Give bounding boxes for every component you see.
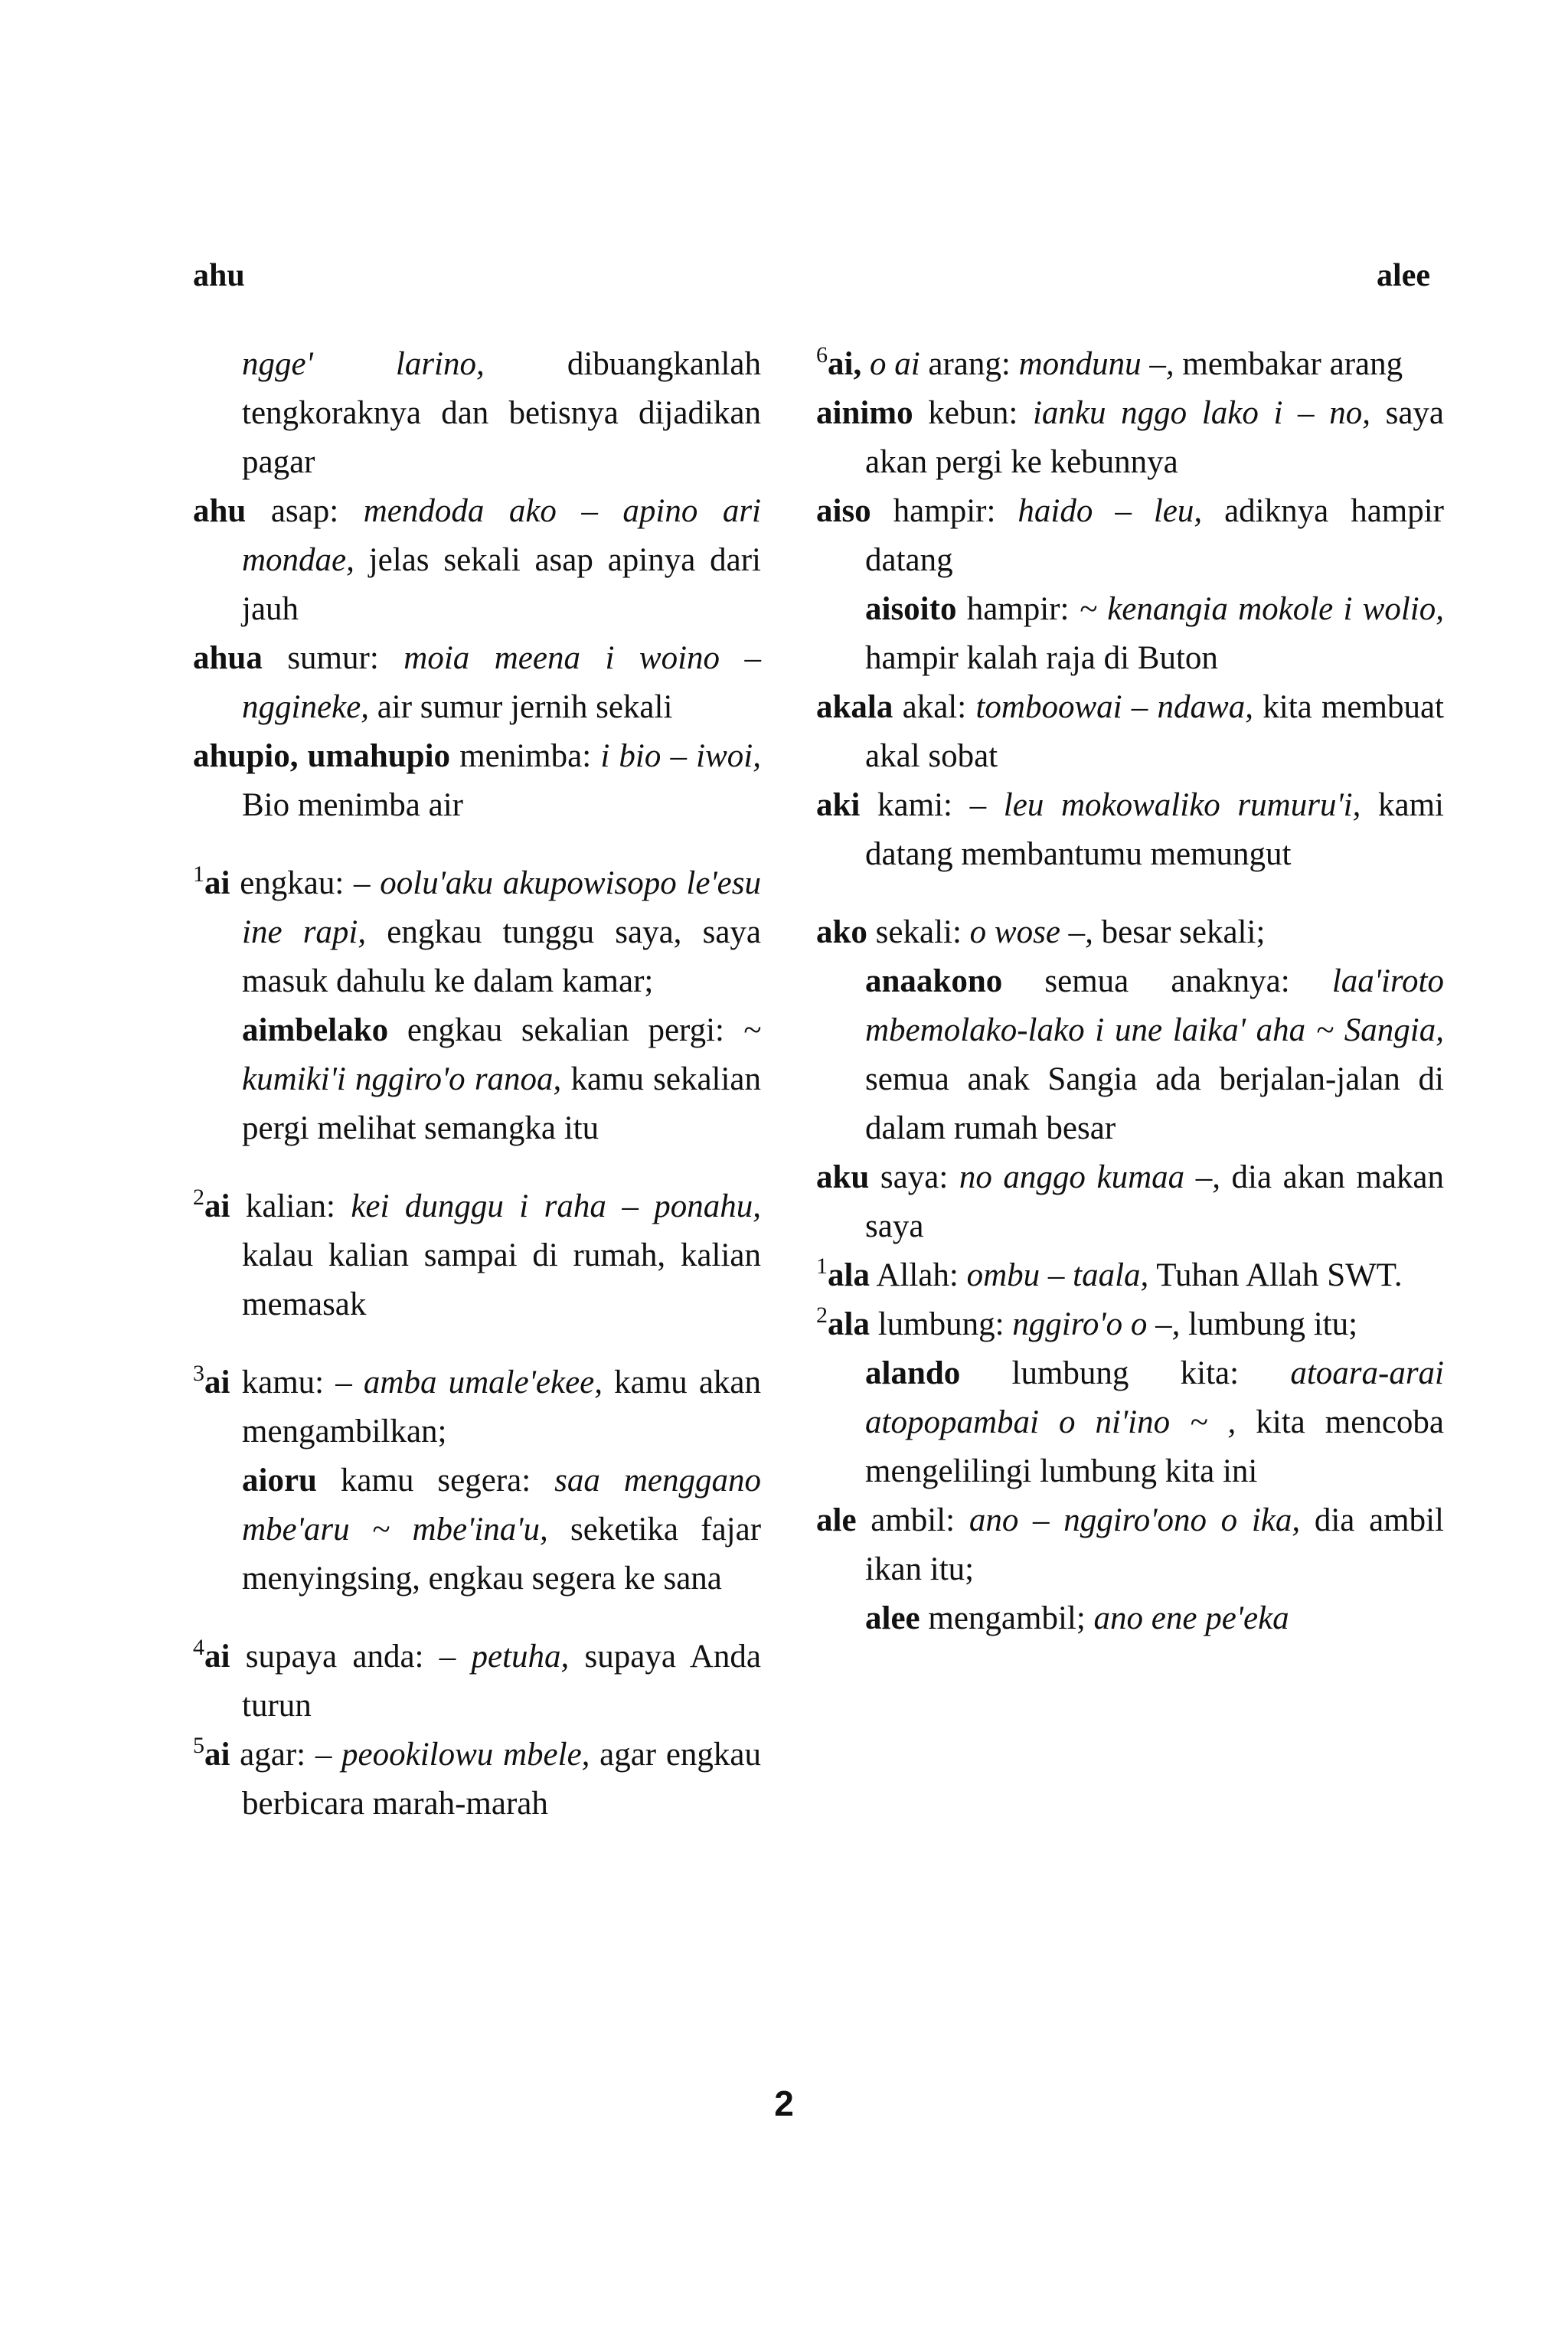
spacer-text xyxy=(861,346,870,382)
subentry xyxy=(193,1006,761,1153)
headword: aioru xyxy=(242,1463,317,1498)
definition-text: kalian: xyxy=(230,1188,351,1224)
dictionary-entry xyxy=(816,683,1444,781)
translation-text: membakar arang xyxy=(1174,346,1403,382)
example-text: ano – nggiro'ono o ika, xyxy=(969,1502,1301,1538)
example-text: mendoda ako – apino ari mondae, xyxy=(242,493,761,578)
definition-text: mengambil; xyxy=(920,1600,1094,1636)
example-text: atoara-arai atopopambai o ni'ino ~ , xyxy=(865,1355,1444,1440)
translation-text: dibuangkanlah tengkoraknya dan betisnya dijadikan pagar xyxy=(242,346,761,480)
homonym-number: 1 xyxy=(193,861,204,887)
definition-text: akal: xyxy=(893,689,976,725)
example-text: ano ene pe'eka xyxy=(1093,1600,1289,1636)
translation-text: lumbung itu; xyxy=(1180,1306,1358,1342)
definition-text: kamu: xyxy=(230,1364,336,1400)
definition-text: kebun: xyxy=(913,395,1033,431)
translation-text: kamu akan mengambilkan; xyxy=(242,1364,761,1449)
example-text: ~ kumiki'i nggiro'o ranoa, xyxy=(242,1012,761,1097)
dictionary-entry xyxy=(193,487,761,634)
example-text: moia meena i woino – nggineke, xyxy=(242,640,761,725)
headword: anaakono xyxy=(865,963,1003,999)
definition-text: supaya anda: xyxy=(230,1639,439,1675)
dictionary-entry xyxy=(193,859,761,1006)
dictionary-entry xyxy=(816,1251,1444,1300)
definition-text: semua anaknya: xyxy=(1002,963,1332,999)
headword: ahupio, umahupio xyxy=(193,738,451,774)
translation-text: kami datang membantumu memungut xyxy=(865,787,1444,872)
headword: alando xyxy=(865,1355,961,1391)
homonym-number: 2 xyxy=(816,1302,828,1328)
right-column xyxy=(816,340,1444,1643)
translation-text: Bio menimba air xyxy=(242,787,463,823)
headword: aiso xyxy=(816,493,871,529)
translation-text: besar sekali; xyxy=(1093,914,1266,950)
headword: alee xyxy=(865,1600,920,1636)
headword: aisoito xyxy=(865,591,957,627)
example-text: – oolu'aku akupowisopo le'esu ine rapi, xyxy=(242,865,761,950)
headword: ahu xyxy=(193,493,247,529)
homonym-number: 5 xyxy=(193,1733,204,1758)
example-text: – amba umale'ekee, xyxy=(335,1364,603,1400)
definition-text: agar: xyxy=(230,1737,315,1773)
translation-text: kamu sekalian pergi melihat semangka itu xyxy=(242,1061,762,1146)
headword: aimbelako xyxy=(242,1012,389,1048)
dictionary-entry xyxy=(816,340,1444,389)
example-text: i bio – iwoi, xyxy=(600,738,761,774)
example-text: ianku nggo lako i – no, xyxy=(1032,395,1370,431)
dictionary-entry xyxy=(816,389,1444,487)
example-text: kei dunggu i raha – ponahu, xyxy=(351,1188,761,1224)
dictionary-entry xyxy=(193,732,761,830)
homonym-number: 1 xyxy=(816,1253,828,1279)
headword: ai xyxy=(204,1737,230,1773)
subentry xyxy=(816,585,1444,683)
translation-text: Tuhan Allah SWT. xyxy=(1148,1257,1403,1293)
definition-text: menimba: xyxy=(450,738,601,774)
dictionary-entry xyxy=(193,1182,761,1329)
definition-text: hampir: xyxy=(871,493,1018,529)
example-text: o wose –, xyxy=(969,914,1093,950)
homonym-number: 3 xyxy=(193,1361,204,1386)
subentry xyxy=(193,1456,761,1603)
homonym-number: 4 xyxy=(193,1635,204,1660)
page-number: 2 xyxy=(774,2084,794,2123)
translation-text: semua anak Sangia ada berjalan-jalan di dalam rumah besar xyxy=(865,1061,1444,1146)
dictionary-entry xyxy=(816,1153,1444,1251)
translation-text: adiknya hampir datang xyxy=(865,493,1444,578)
translation-text: dia ambil ikan itu; xyxy=(865,1502,1444,1587)
example-text: ngge' larino, xyxy=(242,346,485,382)
definition-text: lumbung kita: xyxy=(960,1355,1291,1391)
dictionary-entry xyxy=(816,1300,1444,1349)
translation-text: air sumur jernih sekali xyxy=(368,689,673,725)
dictionary-entry xyxy=(193,1632,761,1731)
example-text: nggiro'o o –, xyxy=(1012,1306,1181,1342)
example-text: mondunu –, xyxy=(1018,346,1174,382)
translation-text: supaya Anda turun xyxy=(242,1639,761,1724)
definition-text: asap: xyxy=(246,493,364,529)
dictionary-entry xyxy=(816,908,1444,957)
headword: ala xyxy=(828,1306,870,1342)
definition-text: saya: xyxy=(869,1159,959,1195)
headword: ainimo xyxy=(816,395,913,431)
headword: aki xyxy=(816,787,861,823)
translation-text: seketika fajar menyingsing, engkau segera ke sana xyxy=(242,1512,762,1597)
example-text: o ai xyxy=(869,346,920,382)
example-text: – leu mokowaliko rumuru'i, xyxy=(969,787,1361,823)
definition-text: arang: xyxy=(920,346,1019,382)
example-text: saa menggano mbe'aru ~ mbe'ina'u, xyxy=(242,1463,761,1548)
definition-text: hampir: xyxy=(956,591,1080,627)
guide-word-right: alee xyxy=(1377,258,1430,293)
example-text: tomboowai – ndawa, xyxy=(975,689,1253,725)
headword: ai xyxy=(204,1188,230,1224)
example-text: – petuha, xyxy=(439,1639,570,1675)
definition-text: Allah: xyxy=(869,1257,967,1293)
translation-text: kalau kalian sampai di rumah, kalian memasak xyxy=(242,1237,761,1322)
definition-text: ambil: xyxy=(856,1502,969,1538)
dictionary-entry xyxy=(816,1496,1444,1594)
homonym-number: 2 xyxy=(193,1185,204,1210)
example-text: ~ kenangia mokole i wolio, xyxy=(1079,591,1445,627)
translation-text: saya akan pergi ke kebunnya xyxy=(865,395,1445,480)
subentry xyxy=(816,1349,1444,1496)
example-text: ombu – taala, xyxy=(966,1257,1149,1293)
subentry xyxy=(816,1594,1444,1643)
headword: ala xyxy=(828,1257,870,1293)
definition-text: sekali: xyxy=(867,914,970,950)
headword: ai, xyxy=(828,346,862,382)
translation-text: kita mencoba mengelilingi lumbung kita ini xyxy=(865,1404,1444,1489)
headword: ai xyxy=(204,865,230,901)
headword: aku xyxy=(816,1159,870,1195)
translation-text: kita membuat akal sobat xyxy=(865,689,1444,774)
headword: ako xyxy=(816,914,867,950)
definition-text: engkau sekalian pergi: xyxy=(388,1012,743,1048)
guide-word-left: ahu xyxy=(193,258,245,293)
dictionary-entry xyxy=(193,634,761,732)
subentry xyxy=(816,957,1444,1153)
translation-text: dia akan makan saya xyxy=(865,1159,1444,1244)
headword: ai xyxy=(204,1364,230,1400)
definition-text: kamu segera: xyxy=(316,1463,555,1498)
dictionary-entry xyxy=(193,340,761,487)
dictionary-entry xyxy=(193,1358,761,1456)
definition-text: kami: xyxy=(860,787,970,823)
headword: ai xyxy=(204,1639,230,1675)
example-text: – peookilowu mbele, xyxy=(315,1737,590,1773)
definition-text: lumbung: xyxy=(869,1306,1013,1342)
dictionary-entry xyxy=(816,781,1444,879)
headword: akala xyxy=(816,689,893,725)
headword: ale xyxy=(816,1502,857,1538)
definition-text: engkau: xyxy=(230,865,354,901)
example-text: laa'iroto mbemolako-lako i une laika' aha ~ Sangia, xyxy=(865,963,1444,1048)
headword: ahua xyxy=(193,640,263,676)
dictionary-entry xyxy=(816,487,1444,585)
example-text: haido – leu, xyxy=(1018,493,1203,529)
translation-text: engkau tunggu saya, saya masuk dahulu ke dalam kamar; xyxy=(242,914,761,999)
translation-text: jelas sekali asap apinya dari jauh xyxy=(242,542,761,627)
definition-text: sumur: xyxy=(262,640,404,676)
translation-text: hampir kalah raja di Buton xyxy=(865,640,1218,676)
dictionary-entry xyxy=(193,1731,761,1829)
left-column xyxy=(193,340,761,1829)
translation-text: agar engkau berbicara marah-marah xyxy=(242,1737,761,1822)
example-text: no anggo kumaa –, xyxy=(959,1159,1220,1195)
homonym-number: 6 xyxy=(816,342,828,368)
